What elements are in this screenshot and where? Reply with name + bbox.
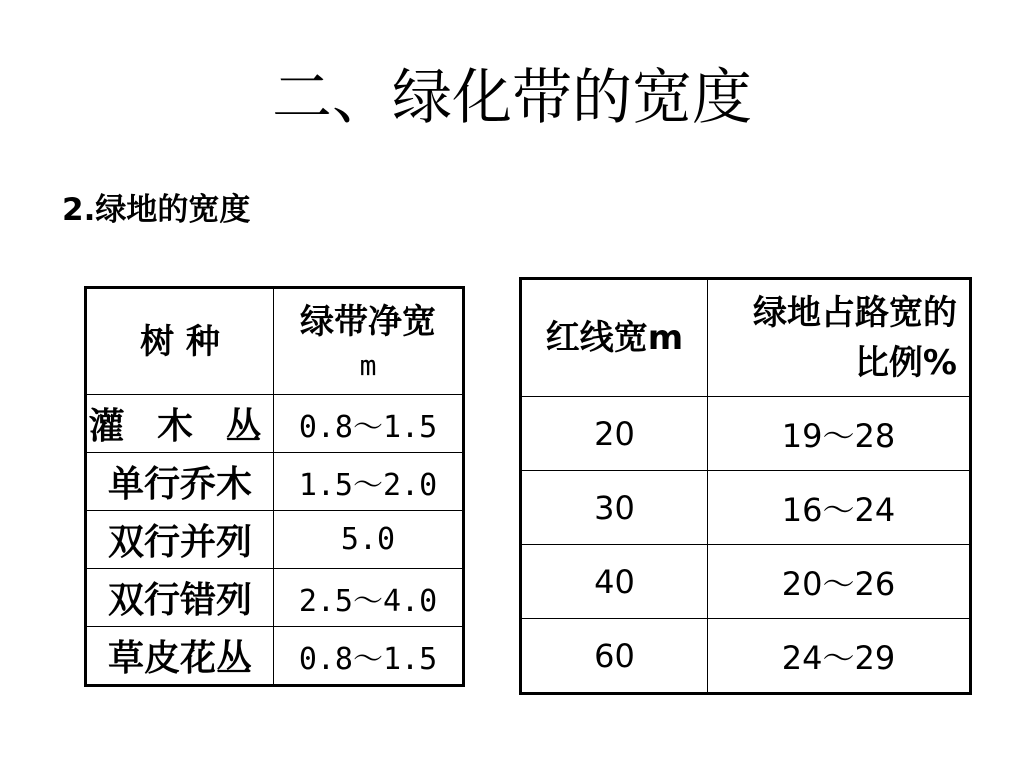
header-cell-green-ratio — [708, 279, 971, 397]
header-cell-green-belt-width — [274, 288, 464, 395]
header-label-green-belt-width: 绿带净宽 — [300, 301, 436, 342]
cell-ratio: 19～28 — [708, 397, 971, 471]
header-label-green-ratio: 绿地占路宽的 — [753, 293, 957, 333]
cell-width: 0.8～1.5 — [274, 395, 464, 453]
tree-width-table — [84, 286, 465, 687]
header-cell-red-line-width: 红线宽m — [521, 279, 708, 397]
cell-ratio: 20～26 — [708, 545, 971, 619]
cell-width: 1.5～2.0 — [274, 453, 464, 511]
cell-species: 双行并列 — [86, 511, 274, 569]
table-row — [86, 395, 464, 453]
table-header-row — [86, 288, 464, 395]
header-cell-species: 树 种 — [86, 288, 274, 395]
table-header-row — [521, 279, 971, 397]
cell-red-line-width: 60 — [521, 619, 708, 694]
slide-title: 二、绿化带的宽度 — [272, 63, 752, 133]
table-row — [521, 619, 971, 694]
cell-red-line-width: 30 — [521, 471, 708, 545]
cell-ratio: 24～29 — [708, 619, 971, 694]
cell-width: 0.8～1.5 — [274, 627, 464, 686]
cell-width: 2.5～4.0 — [274, 569, 464, 627]
section-subtitle: 2.绿地的宽度 — [62, 192, 251, 228]
cell-red-line-width: 20 — [521, 397, 708, 471]
green-ratio-table — [519, 277, 972, 695]
table-row — [86, 627, 464, 686]
table-row — [521, 471, 971, 545]
cell-species: 草皮花丛 — [86, 627, 274, 686]
cell-width: 5.0 — [274, 511, 464, 569]
cell-red-line-width: 40 — [521, 545, 708, 619]
cell-species: 单行乔木 — [86, 453, 274, 511]
table-row — [521, 397, 971, 471]
header-label-ratio-unit: 比例% — [854, 343, 957, 383]
table-row — [521, 545, 971, 619]
table-row — [86, 453, 464, 511]
cell-ratio: 16～24 — [708, 471, 971, 545]
table-row — [86, 511, 464, 569]
cell-species: 灌 木 丛 — [86, 395, 274, 453]
table-row — [86, 569, 464, 627]
cell-species: 双行错列 — [86, 569, 274, 627]
header-label-unit: m — [359, 348, 377, 382]
